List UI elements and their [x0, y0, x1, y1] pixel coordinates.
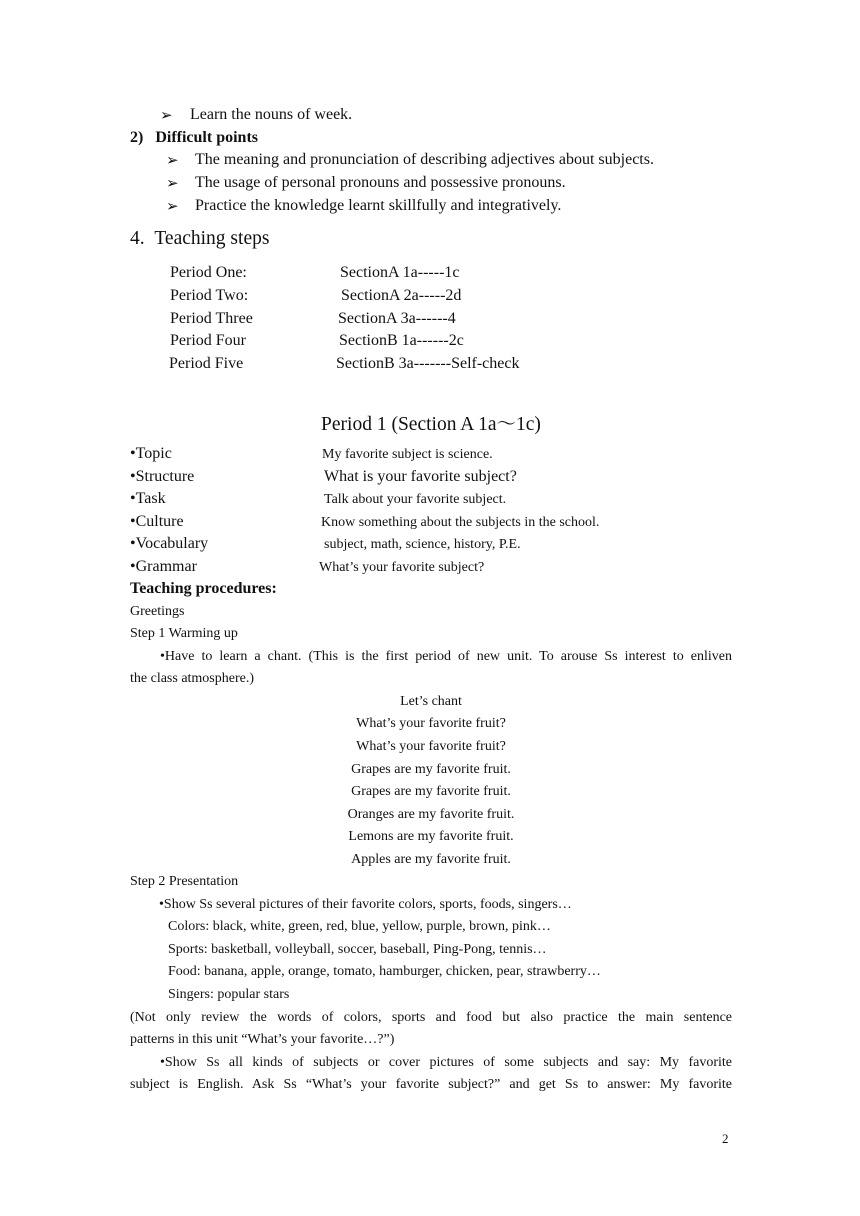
period-name: Period Two: [170, 287, 249, 304]
step2-paragraph-line: subject is English. Ask Ss “What’s your favorite subject?” and get Ss to answer: My favorite [130, 1077, 732, 1092]
overview-value: Talk about your favorite subject. [324, 492, 507, 507]
objective-item: Learn the nouns of week. [190, 106, 353, 123]
overview-label: •Vocabulary [130, 535, 209, 552]
step1-paragraph-line: the class atmosphere.) [130, 671, 255, 686]
difficult-points-heading: 2) Difficult points [130, 129, 258, 146]
overview-label: •Topic [130, 445, 172, 462]
period-section: SectionA 1a-----1c [340, 264, 460, 281]
category-line: Singers: popular stars [168, 987, 290, 1002]
period-name: Period One: [170, 264, 247, 281]
page-number: 2 [722, 1131, 729, 1146]
bullet-arrow-icon: ➢ [166, 176, 179, 192]
step2-bullet: •Show Ss all kinds of subjects or cover pictures of some subjects and say: My favorite [160, 1055, 732, 1070]
chant-title: Let’s chant [400, 694, 462, 709]
difficult-point-item: Practice the knowledge learnt skillfully and integratively. [195, 197, 562, 214]
chant-line: Lemons are my favorite fruit. [348, 829, 514, 844]
step-heading: Step 2 Presentation [130, 874, 239, 889]
overview-value: What’s your favorite subject? [319, 560, 485, 575]
period-section: SectionB 3a-------Self-check [336, 355, 520, 372]
period-name: Period Four [170, 332, 246, 349]
bullet-arrow-icon: ➢ [166, 199, 179, 215]
overview-label: •Task [130, 490, 166, 507]
chant-line: Grapes are my favorite fruit. [351, 784, 511, 799]
chant-line: Grapes are my favorite fruit. [351, 762, 511, 777]
period-name: Period Three [170, 310, 253, 327]
period-section: SectionA 3a------4 [338, 310, 456, 327]
overview-value: subject, math, science, history, P.E. [324, 537, 521, 552]
category-line: Colors: black, white, green, red, blue, yellow, purple, brown, pink… [168, 919, 551, 934]
chant-line: What’s your favorite fruit? [356, 716, 506, 731]
note-line: patterns in this unit “What’s your favorite…?”) [130, 1032, 395, 1047]
chant-line: Apples are my favorite fruit. [351, 852, 511, 867]
category-line: Food: banana, apple, orange, tomato, hamburger, chicken, pear, strawberry… [168, 964, 601, 979]
difficult-point-item: The usage of personal pronouns and possessive pronouns. [195, 174, 566, 191]
overview-label: •Structure [130, 468, 195, 485]
chant-line: What’s your favorite fruit? [356, 739, 506, 754]
difficult-point-item: The meaning and pronunciation of describing adjectives about subjects. [195, 151, 654, 168]
period-section: SectionA 2a-----2d [341, 287, 462, 304]
overview-value: My favorite subject is science. [322, 447, 493, 462]
bullet-arrow-icon: ➢ [160, 108, 173, 124]
chant-line: Oranges are my favorite fruit. [347, 807, 515, 822]
period-title: Period 1 (Section A 1a～1c) [321, 414, 541, 435]
overview-value: What is your favorite subject? [324, 468, 517, 485]
overview-label: •Culture [130, 513, 184, 530]
period-name: Period Five [169, 355, 244, 372]
note-line: (Not only review the words of colors, sports and food but also practice the main sentence [130, 1010, 732, 1025]
overview-label: •Grammar [130, 558, 197, 575]
step-heading: Step 1 Warming up [130, 626, 238, 641]
category-line: Sports: basketball, volleyball, soccer, baseball, Ping-Pong, tennis… [168, 942, 547, 957]
step1-paragraph-line: •Have to learn a chant. (This is the first period of new unit. To arouse Ss interest to enliven [160, 649, 732, 664]
overview-value: Know something about the subjects in the school. [321, 515, 600, 530]
greetings-text: Greetings [130, 604, 185, 619]
teaching-steps-heading: 4. Teaching steps [130, 228, 270, 249]
period-section: SectionB 1a------2c [339, 332, 464, 349]
bullet-arrow-icon: ➢ [166, 153, 179, 169]
procedures-heading: Teaching procedures: [130, 580, 277, 597]
step2-bullet: •Show Ss several pictures of their favorite colors, sports, foods, singers… [159, 897, 572, 912]
